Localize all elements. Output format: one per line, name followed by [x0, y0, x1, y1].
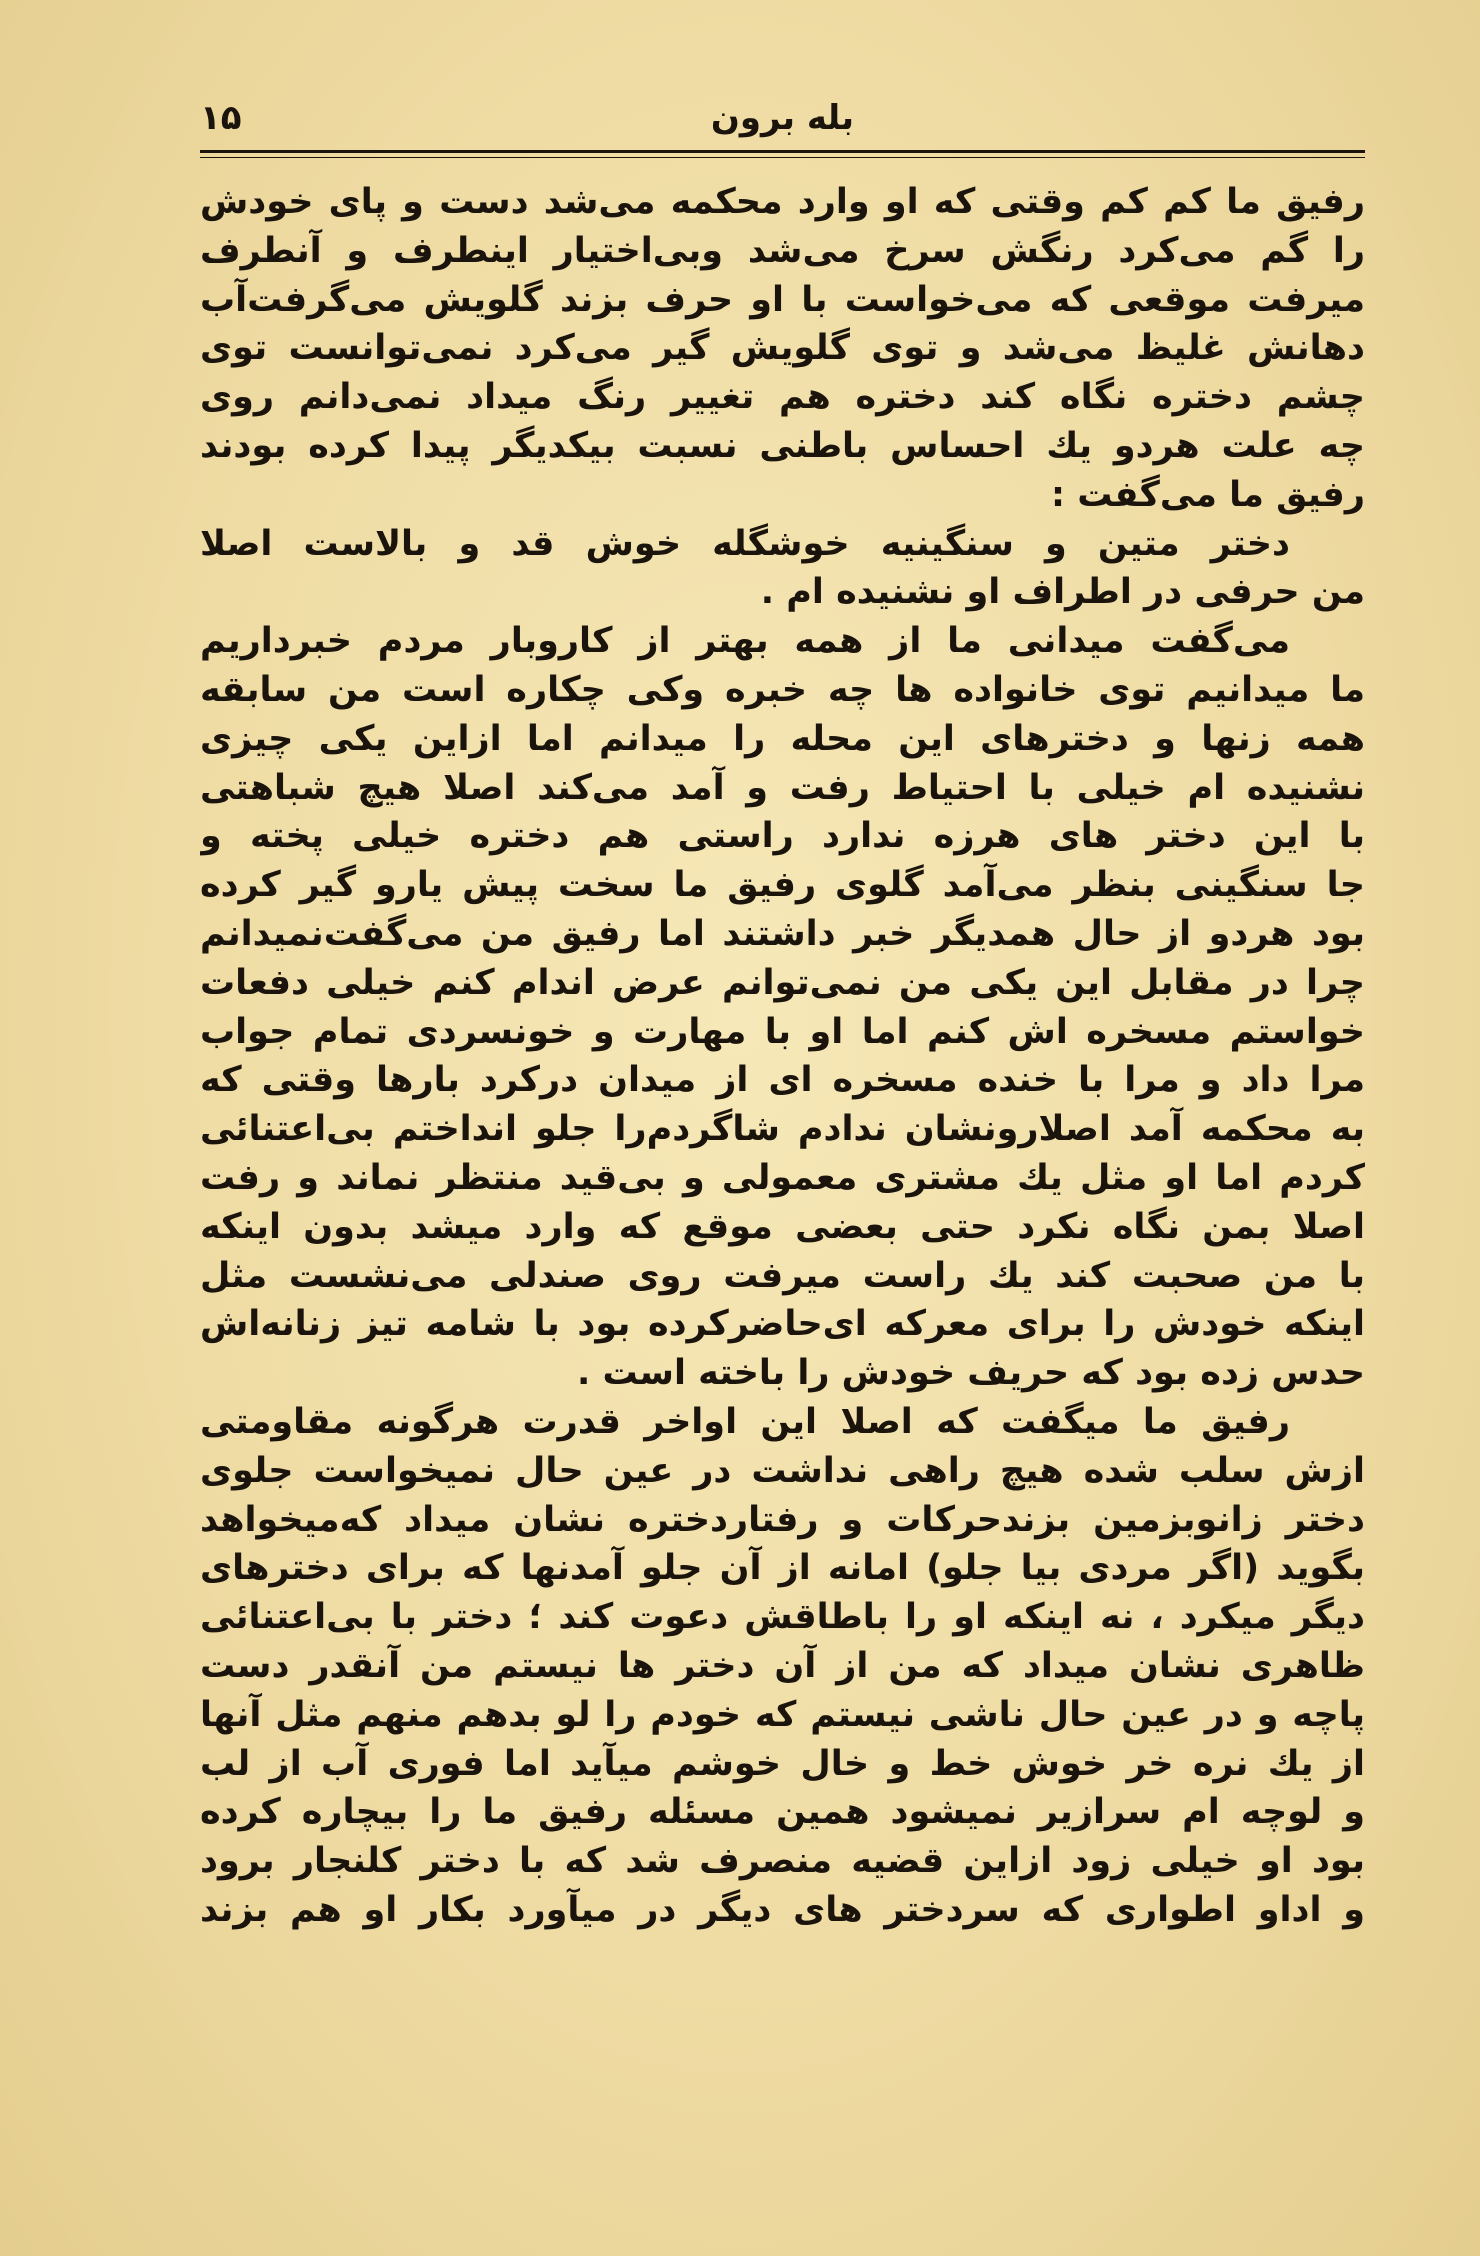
text-line: جا سنگینی بنظر می‌آمد گلوی رفیق ما سخت پیش یارو گیر کرده — [200, 865, 1365, 906]
text-line: را گم می‌کرد رنگش سرخ می‌شد وبی‌اختیار اینطرف و آنطرف — [200, 230, 1365, 271]
body-text — [200, 178, 1365, 1935]
text-line: دهانش غلیظ می‌شد و توی گلویش گیر می‌کرد نمی‌توانست توی — [200, 328, 1365, 369]
text-line: چشم دختره نگاه کند دختره هم تغییر رنگ میداد نمی‌دانم روی — [200, 377, 1365, 418]
text-line: با این دختر های هرزه ندارد راستی هم دختره خیلی پخته و — [200, 816, 1365, 857]
running-title: بله برون — [710, 98, 855, 138]
text-line: خواستم مسخره اش کنم اما او با مهارت و خونسردی تمام جواب — [200, 1011, 1365, 1052]
text-line: به محکمه آمد اصلارونشان ندادم شاگردم‌را جلو انداختم بی‌اعتنائی — [200, 1109, 1365, 1150]
text-line: با من صحبت کند یك راست میرفت روی صندلی می‌نشست مثل — [200, 1255, 1365, 1296]
text-line: دختر زانوبزمین بزندحرکات و رفتاردختره نشان میداد که‌میخواهد — [200, 1499, 1365, 1540]
text-line: رفیق ما می‌گفت : — [1051, 474, 1365, 515]
page-number: ۱۵ — [200, 98, 242, 138]
text-line: پاچه و در عین حال ناشی نیستم که خودم را لو بدهم منهم مثل آنها — [200, 1694, 1365, 1735]
text-line: از یك نره خر خوش خط و خال خوشم میآید اما فوری آب از لب — [200, 1743, 1365, 1784]
text-line: چرا در مقابل این یکی من نمی‌توانم عرض اندام کنم خیلی دفعات — [200, 962, 1365, 1003]
text-line: مرا داد و مرا با خنده مسخره ای از میدان درکرد بارها وقتی که — [200, 1060, 1365, 1101]
text-line: رفیق ما کم کم وقتی که او وارد محکمه می‌شد دست و پای خودش — [200, 182, 1365, 222]
page-header — [200, 95, 1365, 145]
text-line: می‌گفت میدانی ما از همه بهتر از کاروبار مردم خبرداریم — [200, 621, 1290, 662]
text-line: دختر متین و سنگینیه خوشگله خوش قد و بالاست اصلا — [200, 523, 1290, 564]
text-line: رفیق ما میگفت که اصلا این اواخر قدرت هرگونه مقاومتی — [200, 1401, 1290, 1442]
text-line: نشنیده ام خیلی با احتیاط رفت و آمد می‌کند اصلا هیچ شباهتی — [200, 767, 1365, 808]
text-line: ما میدانیم توی خانواده ها چه خبره وکی چکاره است من سابقه — [200, 669, 1365, 710]
text-line: چه علت هردو یك احساس باطنی نسبت بیکدیگر پیدا کرده بودند — [200, 425, 1365, 466]
text-line: و لوچه ام سرازیر نمیشود همین مسئله رفیق ما را بیچاره کرده — [200, 1792, 1365, 1833]
text-line: همه زنها و دخترهای این محله را میدانم اما ازاین یکی چیزی — [200, 718, 1365, 759]
text-line: ازش سلب شده هیچ راهی نداشت در عین حال نمیخواست جلوی — [200, 1450, 1365, 1491]
text-line: من حرفی در اطراف او نشنیده ام . — [760, 572, 1365, 613]
text-line: و اداو اطواری که سردختر های دیگر در میآورد بکار او هم بزند — [200, 1889, 1365, 1930]
text-line: بود هردو از حال همدیگر خبر داشتند اما رفیق من می‌گفت‌نمیدانم — [200, 913, 1365, 954]
text-line: حدس زده بود که حریف خودش را باخته است . — [577, 1353, 1365, 1394]
text-line: اصلا بمن نگاه نکرد حتی بعضی موقع که وارد میشد بدون اینکه — [200, 1206, 1365, 1247]
text-line: کردم اما او مثل یك مشتری معمولی و بی‌قید منتظر نماند و رفت — [200, 1157, 1365, 1198]
header-rule — [200, 150, 1365, 153]
text-line: اینکه خودش را برای معرکه ای‌حاضرکرده بود با شامه تیز زنانه‌اش — [200, 1304, 1365, 1345]
header-rule-thin — [200, 157, 1365, 158]
text-line: بگوید (اگر مردی بیا جلو) امانه از آن جلو آمدنها که برای دخترهای — [200, 1548, 1365, 1589]
text-line: بود او خیلی زود ازاین قضیه منصرف شد که با دختر کلنجار برود — [200, 1841, 1365, 1882]
text-line: دیگر میکرد ، نه اینکه او را باطاقش دعوت کند ؛ دختر با بی‌اعتنائی — [200, 1597, 1365, 1638]
text-line: ظاهری نشان میداد که من از آن دختر ها نیستم من آنقدر دست — [200, 1645, 1365, 1686]
text-line: میرفت موقعی که می‌خواست با او حرف بزند گلویش می‌گرفت‌آب — [200, 279, 1365, 320]
